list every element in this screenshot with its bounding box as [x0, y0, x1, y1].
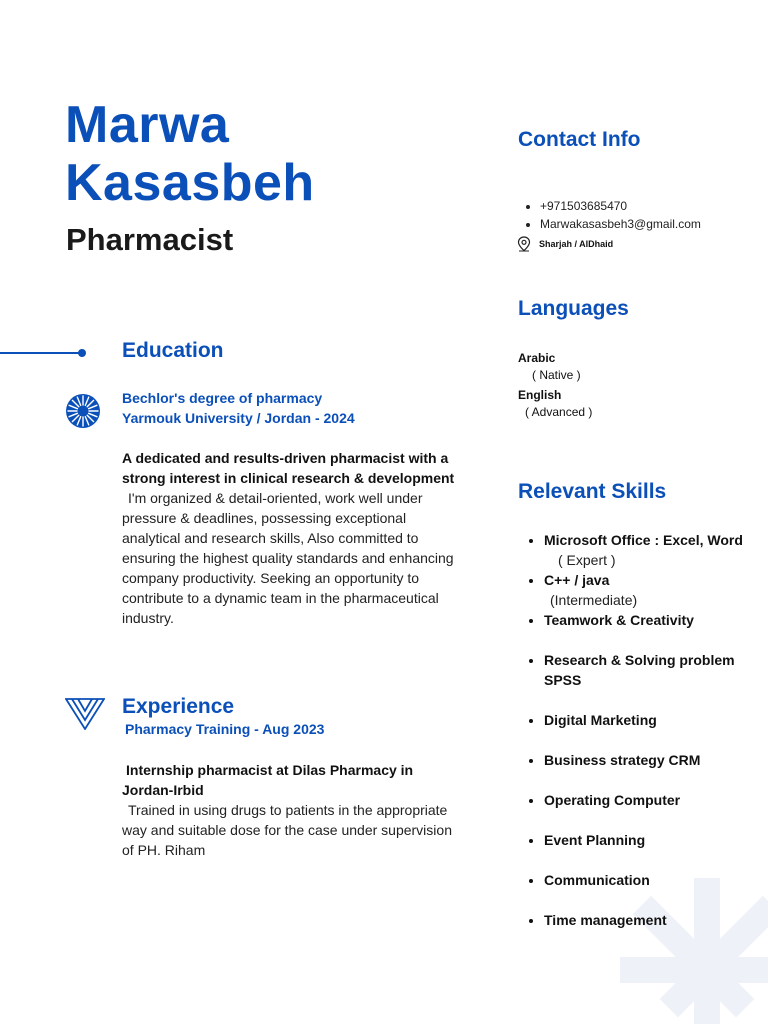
name-last: Kasasbeh — [65, 154, 315, 212]
sunburst-icon — [65, 393, 101, 429]
skill-level: (Intermediate) — [550, 592, 638, 608]
map-pin-icon — [517, 236, 531, 252]
skill-item: • Time management — [544, 910, 744, 930]
skill-item: • Operating Computer — [544, 790, 744, 810]
summary-paragraph: I'm organized & detail-oriented, work well under pressure & deadlines, possessing exceptional analytical and research skills, Also committed to ensuring the highest quality standards and enhancing company productivity. Seeking an opportunity to contribute to a dynamic team in the pharmaceutical industry. — [122, 490, 454, 626]
skill-name: C++ / java — [544, 572, 610, 588]
skills-heading: Relevant Skills — [518, 480, 667, 503]
skill-item: • Event Planning — [544, 830, 744, 850]
skill-item: • Digital Marketing — [544, 710, 744, 730]
chevron-triangle-icon — [65, 698, 105, 730]
skill-item: • Teamwork & Creativity — [544, 610, 744, 630]
role-title: Internship pharmacist at Dilas Pharmacy in Jordan-Irbid — [122, 762, 414, 798]
contact-heading: Contact Info — [518, 128, 641, 151]
education-divider-dot — [78, 349, 86, 357]
languages-heading: Languages — [518, 297, 629, 320]
skills-list — [518, 530, 744, 930]
languages-list — [518, 350, 592, 421]
location-text: Sharjah / AlDhaid — [539, 239, 614, 249]
experience-details — [122, 760, 462, 860]
job-title: Pharmacist — [66, 222, 234, 257]
experience-heading: Experience — [122, 695, 235, 718]
training-title: Pharmacy Training - Aug 2023 — [125, 721, 325, 737]
language-level: ( Advanced ) — [525, 405, 593, 419]
skill-item: • Research & Solving problem SPSS — [544, 650, 744, 690]
skill-level: ( Expert ) — [558, 552, 616, 568]
skill-item: • Communication — [544, 870, 744, 890]
contact-phone: • +971503685470 — [540, 197, 701, 215]
skill-item: • Business strategy CRM — [544, 750, 744, 770]
education-heading: Education — [122, 339, 224, 362]
language-level: ( Native ) — [532, 368, 581, 382]
language-name: Arabic — [518, 351, 556, 365]
degree-title: Bechlor's degree of pharmacy — [122, 390, 323, 406]
skill-item — [544, 570, 744, 610]
education-summary — [122, 448, 457, 628]
contact-location — [517, 236, 613, 252]
language-name: English — [518, 388, 562, 402]
school-name: Yarmouk University / Jordan - 2024 — [122, 410, 355, 426]
contact-email: • Marwakasasbeh3@gmail.com — [540, 215, 701, 233]
skill-item — [544, 530, 744, 570]
role-description: Trained in using drugs to patients in the appropriate way and suitable dose for the case under supervision of PH. Riham — [122, 802, 452, 858]
education-divider-line — [0, 352, 80, 354]
candidate-name — [65, 96, 315, 212]
contact-list — [518, 197, 701, 233]
name-first: Marwa — [65, 96, 230, 154]
summary-headline: A dedicated and results-driven pharmacist with a strong interest in clinical research & development — [122, 450, 455, 486]
skill-name: Microsoft Office : Excel, Word — [544, 532, 743, 548]
education-details — [122, 388, 462, 428]
